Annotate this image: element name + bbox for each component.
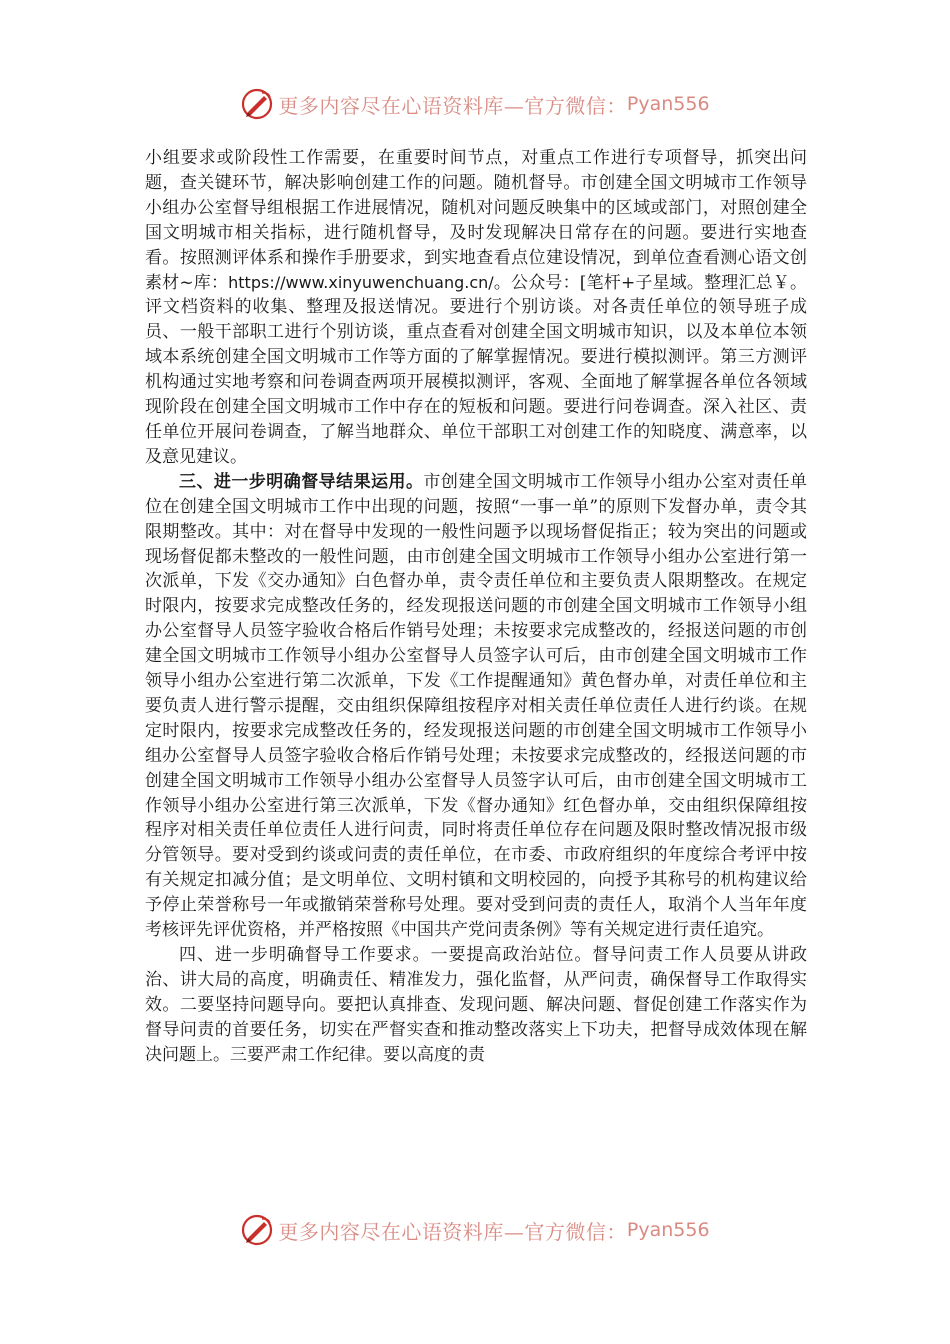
header-banner xyxy=(0,84,950,124)
banner-text: 更多内容尽在心语资料库—官方微信： xyxy=(278,93,627,118)
paragraph-2 xyxy=(145,470,807,943)
banner-wechat-id: Pyan556 xyxy=(626,1219,710,1241)
paragraph-2-text: 市创建全国文明城市工作领导小组办公室对责任单位在创建全国文明城市工作中出现的问题，按照“一事一单”的原则下发督办单，责令其限期整改。其中：对在督导中发现的一般性问题予以现场督促指正；较为突出的问题或现场督促都未整改的一般性问题，由市创建全国文明城市工作领导小组办公室进行第一次派单，下发《交办通知》白色督办单，责令责任单位和主要负责人限期整改。在规定时限内，按要求完成整改任务的，经发现报送问题的市创建全国文明城市工作领导小组办公室督导人员签字验收合格后作销号处理；未按要求完成整改的，经报送问题的市创建全国文明城市工作领导小组办公室督导人员签字认可后，由市创建全国文明城市工作领导小组办公室进行第二次派单，下发《工作提醒通知》黄色督办单，对责任单位和主要负责人进行警示提醒，交由组织保障组按程序对相关责任单位责任人进行约谈。在规定时限内，按要求完成整改任务的，经发现报送问题的市创建全国文明城市工作领导小组办公室督导人员签字验收合格后作销号处理；未按要求完成整改的，经报送问题的市创建全国文明城市工作领导小组办公室督导人员签字认可后，由市创建全国文明城市工作领导小组办公室进行第三次派单，下发《督办通知》红色督办单，交由组织保障组按程序对相关责任单位责任人进行问责，同时将责任单位存在问题及限时整改情况报市级分管领导。要对受到约谈或问责的责任单位，在市委、市政府组织的年度综合考评中按有关规定扣减分值；是文明单位、文明村镇和文明校园的，向授予其称号的机构建议给予停止荣誉称号一年或撤销荣誉称号处理。要对受到问责的责任人，取消个人当年年度考核评先评优资格，并严格按照《中国共产党问责条例》等有关规定进行责任追究。 xyxy=(145,471,808,941)
paragraph-1-text-a: 小组要求或阶段性工作需要，在重要时间节点，对重点工作进行专项督导，抓突出问题，查关键环节，解决影响创建工作的问题。随机督导。市创建全国文明城市工作领导小组办公室督导组根据工作进展情况，随机对问题反映集中的区域或部门，对照创建全国文明城市相关指标，进行随机督导，及时发现解决日常存在的问题。要进行实地查看。按照测评体系和操作手册要求，到实地查看点位建设情况，到单位查看测心语文创素材~库： xyxy=(145,148,807,293)
pen-logo-icon xyxy=(240,87,274,121)
document-body xyxy=(145,146,807,1068)
paragraph-1-text-b: 。公众号：[笔杆+子星域。整理汇总￥。评文档资料的收集、整理及报送情况。要进行个别访谈。对各责任单位的领导班子成员、一般干部职工进行个别访谈，重点查看对创建全国文明城市知识，以及本单位本领域本系统创建全国文明城市工作等方面的了解掌握情况。要进行模拟测评。第三方测评机构通过实地考察和问卷调查两项开展模拟测评，客观、全面地了解掌握各单位各领域现阶段在创建全国文明城市工作中存在的短板和问题。要进行问卷调查。深入社区、责任单位开展问卷调查，了解当地群众、单位干部职工对创建工作的知晓度、满意率，以及意见建议。 xyxy=(145,272,807,467)
paragraph-1-url: https://www.xinyuwenchuang.cn/ xyxy=(228,272,494,292)
footer-banner xyxy=(0,1210,950,1250)
section-3-heading: 三、进一步明确督导结果运用。 xyxy=(179,471,424,492)
banner-text: 更多内容尽在心语资料库—官方微信： xyxy=(278,1219,627,1244)
banner-wechat-id: Pyan556 xyxy=(626,93,710,115)
paragraph-1 xyxy=(145,146,807,470)
pen-logo-icon xyxy=(240,1213,274,1247)
paragraph-3: 四、进一步明确督导工作要求。一要提高政治站位。督导问责工作人员要从讲政治、讲大局的高度，明确责任、精准发力，强化监督，从严问责，确保督导工作取得实效。二要坚持问题导向。要把认真排查、发现问题、解决问题、督促创建工作落实作为督导问责的首要任务，切实在严督实查和推动整改落实上下功夫，把督导成效体现在解决问题上。三要严肃工作纪律。要以高度的责 xyxy=(145,945,807,1065)
